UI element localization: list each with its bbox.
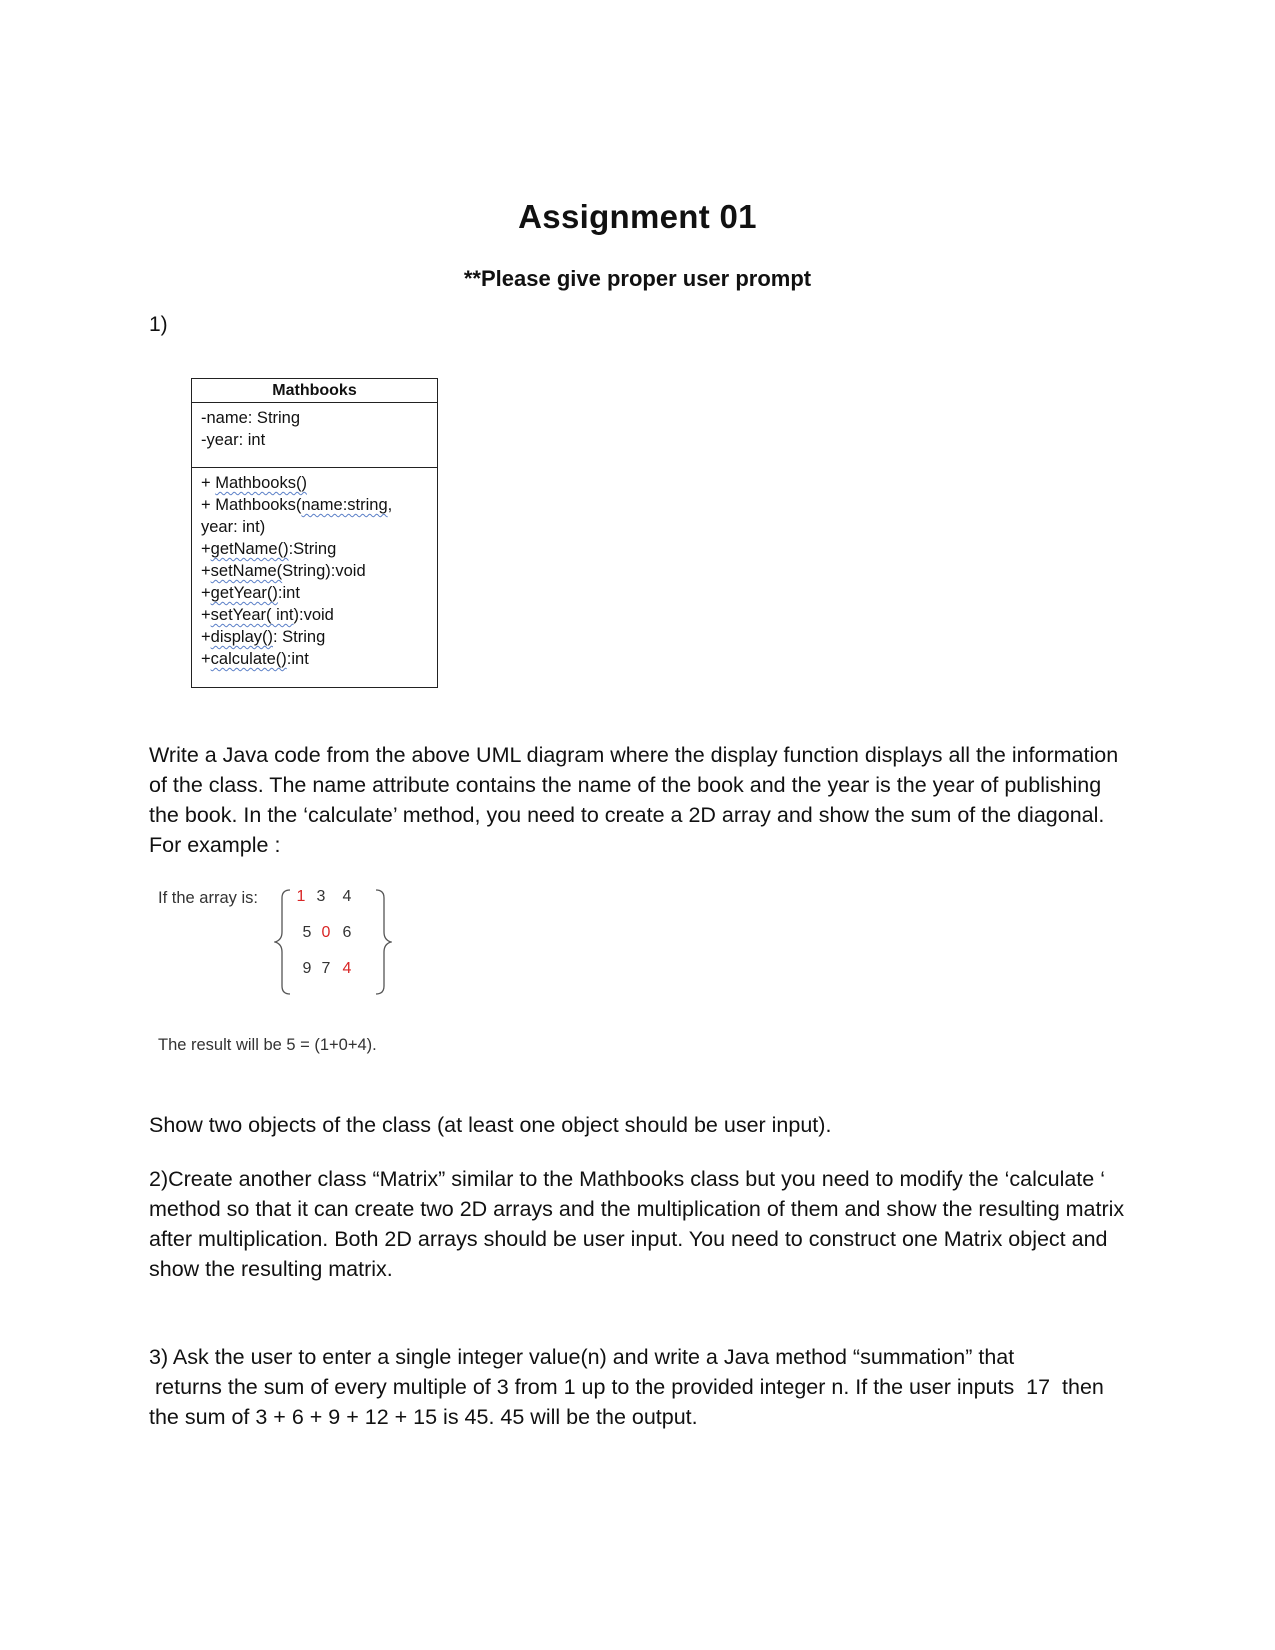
matrix-cell: 6 xyxy=(342,924,352,941)
matrix-cell: 4 xyxy=(342,888,352,905)
question-3-line: 3) Ask the user to enter a single integer value(n) and write a Java method “summation” that xyxy=(149,1345,1015,1369)
question-3-line: the sum of 3 + 6 + 9 + 12 + 15 is 45. 45 will be the output. xyxy=(149,1405,698,1429)
page-title: Assignment 01 xyxy=(518,198,757,235)
uml-method-getname: +getName():String xyxy=(201,540,337,558)
question-1-number: 1) xyxy=(149,313,168,336)
matrix-cell: 0 xyxy=(321,924,331,941)
uml-method-setyear: +setYear( int):void xyxy=(201,606,334,624)
array-label: If the array is: xyxy=(158,889,258,907)
matrix-cell: 7 xyxy=(321,960,331,977)
matrix-braces xyxy=(274,886,392,998)
question-3-line: returns the sum of every multiple of 3 from 1 up to the provided integer n. If the user inputs 17 then xyxy=(149,1375,1104,1399)
example-matrix xyxy=(274,886,392,998)
uml-method-calculate: +calculate():int xyxy=(201,650,309,668)
uml-class-name: Mathbooks xyxy=(192,379,437,403)
matrix-cell: 5 xyxy=(302,924,312,941)
example-result: The result will be 5 = (1+0+4). xyxy=(158,1036,377,1054)
matrix-cell: 1 xyxy=(296,888,306,905)
uml-method-getyear: +getYear():int xyxy=(201,584,300,602)
question-1-objects: Show two objects of the class (at least one object should be user input). xyxy=(149,1113,832,1137)
matrix-cell: 3 xyxy=(316,888,326,905)
uml-method-constructor-params-cont: year: int) xyxy=(201,518,266,536)
uml-attribute-year: -year: int xyxy=(201,431,266,449)
matrix-cell: 9 xyxy=(302,960,312,977)
uml-attributes xyxy=(192,403,437,468)
question-3-text xyxy=(149,1342,1129,1432)
uml-attribute-name: -name: String xyxy=(201,409,301,427)
question-2-text: 2)Create another class “Matrix” similar to the Mathbooks class but you need to modify the ‘calculate ‘ method so that it can create two 2D arrays and the multiplication of them and show the resulting matrix after multiplication. Both 2D arrays should be user input. You need to construct one Matrix object and show the resulting matrix. xyxy=(149,1167,1125,1281)
question-1-description: Write a Java code from the above UML diagram where the display function displays all the information of the class. The name attribute contains the name of the book and the year is the year of publishing the book. In the ‘calculate’ method, you need to create a 2D array and show the sum of the diagonal. For example : xyxy=(149,743,1119,857)
page-subtitle: **Please give proper user prompt xyxy=(463,266,812,291)
uml-method-constructor-params: + Mathbooks(name:string, xyxy=(201,496,393,514)
uml-class-diagram xyxy=(191,378,438,688)
matrix-cell: 4 xyxy=(342,960,352,977)
uml-methods xyxy=(192,468,437,670)
uml-method-setname: +setName(String):void xyxy=(201,562,366,580)
uml-method-display: +display(): String xyxy=(201,628,326,646)
uml-method-constructor-default: + Mathbooks() xyxy=(201,474,307,492)
